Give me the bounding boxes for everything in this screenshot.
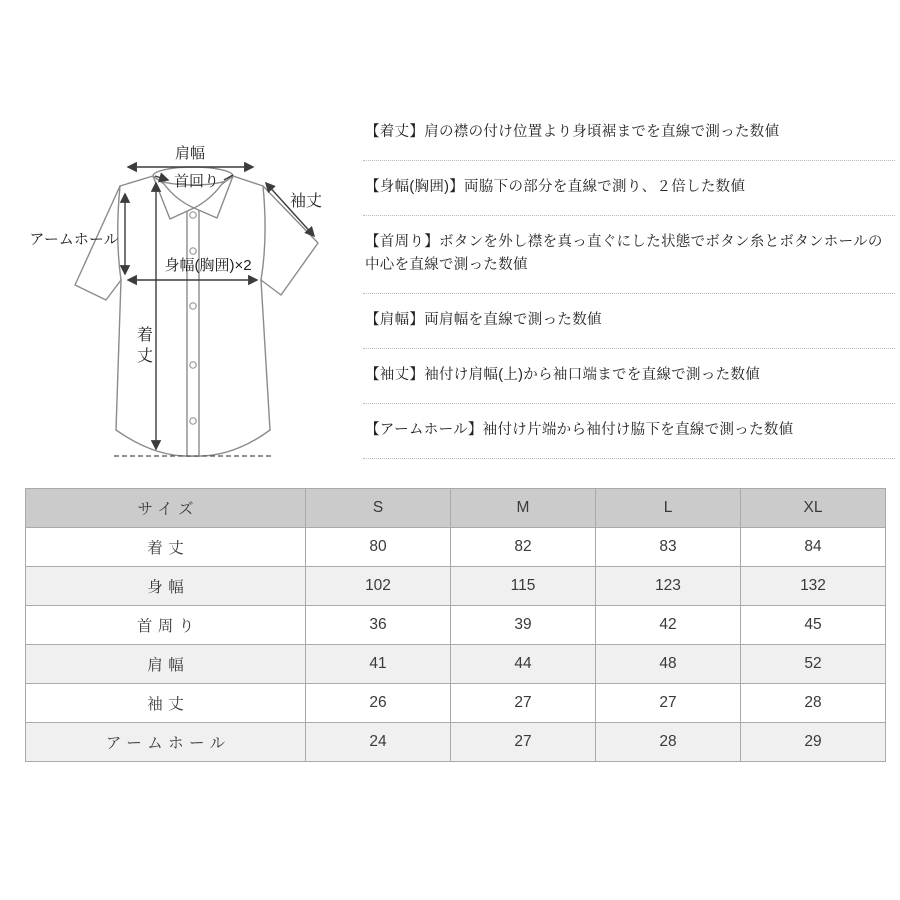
size-value: 84	[741, 528, 886, 567]
size-header-label: サイズ	[26, 489, 306, 528]
description-sleeve: 【袖丈】袖付け肩幅(上)から袖口端までを直線で測った数値	[363, 349, 895, 404]
size-value: 42	[596, 606, 741, 645]
shirt-buttons	[190, 212, 196, 424]
row-label: 袖丈	[26, 684, 306, 723]
row-label: アームホール	[26, 723, 306, 762]
size-value: 102	[306, 567, 451, 606]
size-value: 26	[306, 684, 451, 723]
measurement-descriptions	[363, 116, 895, 459]
size-value: 132	[741, 567, 886, 606]
size-value: 115	[451, 567, 596, 606]
shoulder-width-label: 肩幅	[174, 145, 206, 162]
diagram-labels	[29, 145, 322, 365]
size-col-header-l: L	[596, 489, 741, 528]
size-value: 28	[741, 684, 886, 723]
size-value: 36	[306, 606, 451, 645]
table-row-sleeve	[26, 684, 886, 723]
shirt-measurement-diagram	[18, 128, 370, 470]
size-value: 52	[741, 645, 886, 684]
description-armhole: 【アームホール】袖付け片端から袖付け脇下を直線で測った数値	[363, 404, 895, 459]
size-value: 27	[596, 684, 741, 723]
size-value: 28	[596, 723, 741, 762]
row-label: 着丈	[26, 528, 306, 567]
size-value: 27	[451, 684, 596, 723]
size-value: 82	[451, 528, 596, 567]
description-body-width: 【身幅(胸囲)】両脇下の部分を直線で測り、２倍した数値	[363, 161, 895, 216]
table-row-armhole	[26, 723, 886, 762]
size-value: 41	[306, 645, 451, 684]
body-length-label-char1: 着	[136, 327, 154, 344]
size-value: 48	[596, 645, 741, 684]
size-col-header-s: S	[306, 489, 451, 528]
armhole-label: アームホール	[29, 231, 119, 248]
description-body-length: 【着丈】肩の襟の付け位置より身頃裾までを直線で測った数値	[363, 116, 895, 161]
size-table-header-row	[26, 489, 886, 528]
size-value: 45	[741, 606, 886, 645]
row-label: 身幅	[26, 567, 306, 606]
body-length-label-char2: 丈	[136, 348, 154, 365]
size-col-header-xl: XL	[741, 489, 886, 528]
shirt-outline	[75, 167, 318, 456]
table-row-body-length	[26, 528, 886, 567]
size-value: 29	[741, 723, 886, 762]
sleeve-length-label: 袖丈	[289, 193, 323, 210]
description-neck: 【首周り】ボタンを外し襟を真っ直ぐにした状態でボタン糸とボタンホールの中心を直線で測った数値	[363, 216, 895, 294]
size-value: 44	[451, 645, 596, 684]
size-value: 27	[451, 723, 596, 762]
row-label: 肩幅	[26, 645, 306, 684]
table-row-shoulder	[26, 645, 886, 684]
description-shoulder: 【肩幅】両肩幅を直線で測った数値	[363, 294, 895, 349]
table-row-neck	[26, 606, 886, 645]
size-value: 24	[306, 723, 451, 762]
body-width-label: 身幅(胸囲)×2	[164, 257, 252, 274]
size-col-header-m: M	[451, 489, 596, 528]
size-value: 83	[596, 528, 741, 567]
table-row-body-width	[26, 567, 886, 606]
size-table	[25, 488, 886, 762]
size-value: 39	[451, 606, 596, 645]
neck-circumference-label: 首回り	[174, 173, 220, 190]
row-label: 首周り	[26, 606, 306, 645]
size-value: 80	[306, 528, 451, 567]
size-value: 123	[596, 567, 741, 606]
